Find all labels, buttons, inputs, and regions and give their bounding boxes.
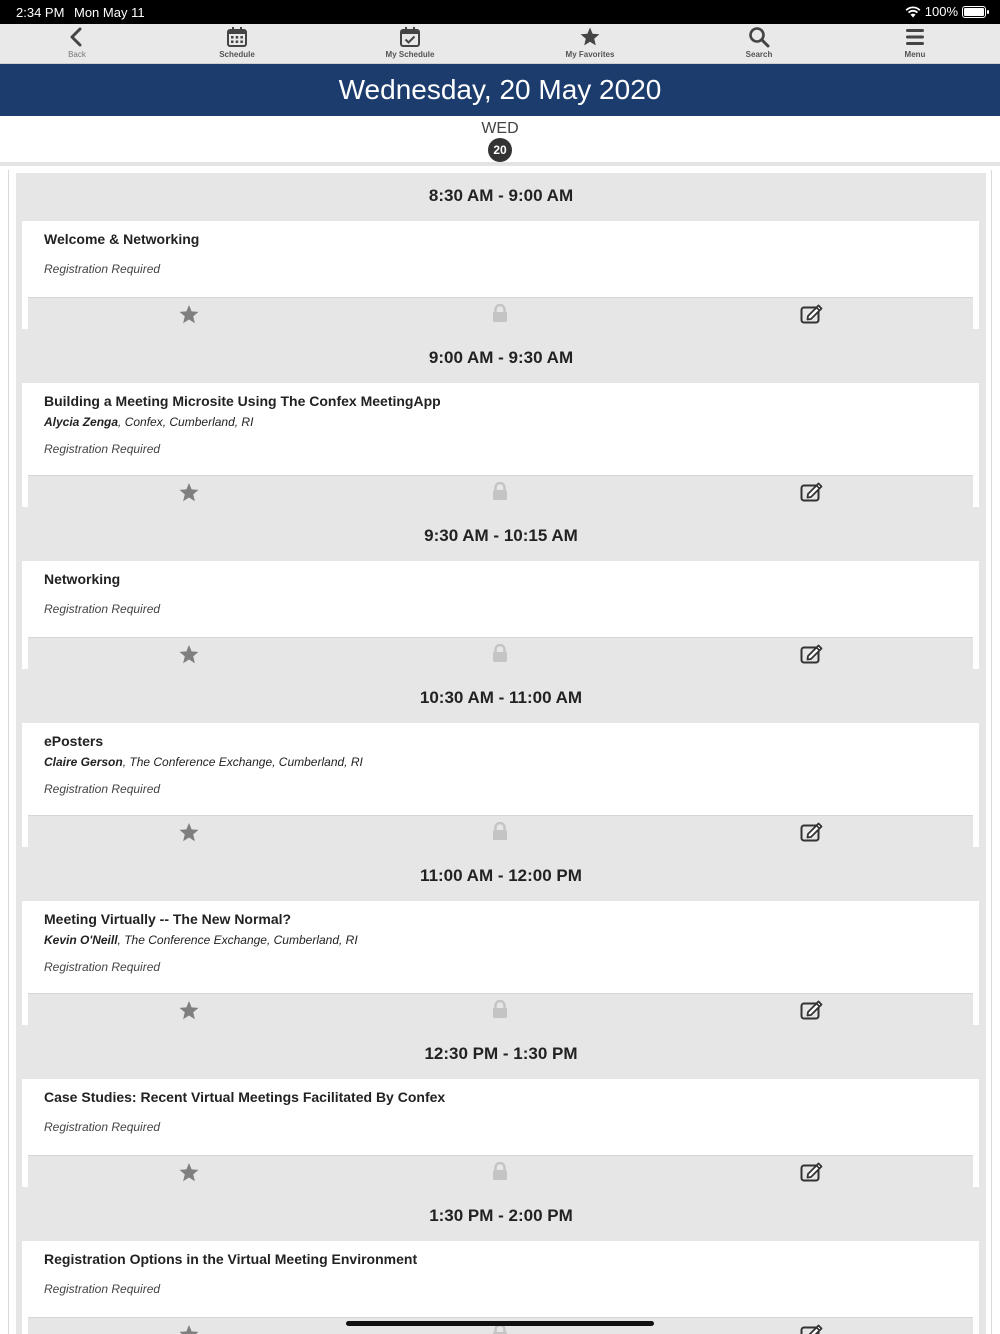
session-title[interactable]: Case Studies: Recent Virtual Meetings Facilitated By Confex xyxy=(44,1089,446,1105)
session-actions xyxy=(28,637,973,669)
favorite-star-icon[interactable] xyxy=(178,482,200,503)
speaker-name: Claire Gerson xyxy=(44,755,123,769)
session-actions xyxy=(28,297,973,329)
session-speaker xyxy=(28,755,973,777)
session-actions xyxy=(28,993,973,1025)
session-actions xyxy=(28,1155,973,1187)
lock-icon xyxy=(492,644,508,663)
registration-note: Registration Required xyxy=(44,782,161,796)
session-card[interactable] xyxy=(22,1079,979,1187)
time-slot-header: 9:00 AM - 9:30 AM xyxy=(428,348,574,367)
favorite-star-icon[interactable] xyxy=(178,1162,200,1183)
speaker-name: Kevin O'Neill xyxy=(44,933,118,947)
speaker-name: Alycia Zenga xyxy=(44,415,119,429)
edit-note-icon[interactable] xyxy=(800,1324,824,1334)
favorite-star-icon[interactable] xyxy=(178,822,200,843)
edit-note-icon[interactable] xyxy=(800,304,824,325)
battery-percent: 100% xyxy=(924,4,958,19)
speaker-affiliation: , The Conference Exchange, Cumberland, RI xyxy=(122,755,363,769)
session-title[interactable]: Welcome & Networking xyxy=(44,231,200,247)
schedule-button[interactable] xyxy=(192,24,282,64)
day-selector xyxy=(0,116,1000,166)
speaker-affiliation: , The Conference Exchange, Cumberland, RI xyxy=(117,933,358,947)
back-label: Back xyxy=(68,50,86,59)
favorite-star-icon[interactable] xyxy=(178,644,200,665)
status-date: Mon May 11 xyxy=(74,5,145,20)
session-card[interactable] xyxy=(22,383,979,507)
status-bar xyxy=(0,0,1000,24)
session-actions xyxy=(28,475,973,507)
search-button[interactable] xyxy=(714,24,804,64)
favorite-star-icon[interactable] xyxy=(178,304,200,325)
session-actions xyxy=(28,815,973,847)
time-slot-header: 1:30 PM - 2:00 PM xyxy=(429,1206,573,1225)
star-icon xyxy=(579,26,601,48)
lock-icon xyxy=(492,1000,508,1019)
search-label: Search xyxy=(745,50,773,59)
session-list-frame xyxy=(8,170,992,1334)
wifi-icon xyxy=(905,6,921,18)
lock-icon xyxy=(492,304,508,323)
my-favorites-button[interactable] xyxy=(545,24,635,64)
edit-note-icon[interactable] xyxy=(800,1162,824,1183)
session-title[interactable]: Networking xyxy=(44,571,121,587)
schedule-label: Schedule xyxy=(219,50,255,59)
registration-note: Registration Required xyxy=(44,602,161,616)
edit-note-icon[interactable] xyxy=(800,644,824,665)
menu-label: Menu xyxy=(904,50,926,59)
registration-note: Registration Required xyxy=(44,1120,161,1134)
status-time: 2:34 PM xyxy=(16,5,65,20)
session-card[interactable] xyxy=(22,561,979,669)
calendar-icon xyxy=(226,26,248,48)
lock-icon xyxy=(492,482,508,501)
session-card[interactable] xyxy=(22,901,979,1025)
battery-icon xyxy=(962,6,986,18)
time-slot-header: 12:30 PM - 1:30 PM xyxy=(424,1044,578,1063)
session-card[interactable] xyxy=(22,723,979,847)
time-slot-header: 9:30 AM - 10:15 AM xyxy=(424,526,578,545)
page-title: Wednesday, 20 May 2020 xyxy=(0,64,1000,116)
toolbar xyxy=(0,24,1000,64)
registration-note: Registration Required xyxy=(44,442,161,456)
lock-icon xyxy=(492,822,508,841)
favorite-star-icon[interactable] xyxy=(178,1000,200,1021)
back-button[interactable] xyxy=(32,24,122,64)
session-card[interactable] xyxy=(22,221,979,329)
home-indicator xyxy=(346,1321,654,1326)
registration-note: Registration Required xyxy=(44,960,161,974)
calendar-check-icon xyxy=(399,26,421,48)
my-schedule-button[interactable] xyxy=(365,24,455,64)
time-slot-header: 11:00 AM - 12:00 PM xyxy=(420,866,582,885)
session-list[interactable] xyxy=(16,173,986,1334)
session-title[interactable]: ePosters xyxy=(44,733,104,749)
time-slot-header: 10:30 AM - 11:00 AM xyxy=(419,688,583,707)
time-slot-header: 8:30 AM - 9:00 AM xyxy=(428,186,574,205)
chevron-left-icon xyxy=(66,26,88,48)
session-title[interactable]: Registration Options in the Virtual Meeting Environment xyxy=(44,1251,418,1267)
status-right xyxy=(905,4,986,19)
lock-icon xyxy=(492,1162,508,1181)
registration-note: Registration Required xyxy=(44,262,161,276)
my-favorites-label: My Favorites xyxy=(565,50,615,59)
edit-note-icon[interactable] xyxy=(800,482,824,503)
day-of-week[interactable]: WED xyxy=(481,120,519,137)
search-icon xyxy=(748,26,770,48)
session-title[interactable]: Building a Meeting Microsite Using The Confex MeetingApp xyxy=(44,393,441,409)
session-speaker xyxy=(28,933,973,955)
edit-note-icon[interactable] xyxy=(800,822,824,843)
favorite-star-icon[interactable] xyxy=(178,1324,200,1334)
registration-note: Registration Required xyxy=(44,1282,161,1296)
session-speaker xyxy=(28,415,973,437)
my-schedule-label: My Schedule xyxy=(385,50,435,59)
speaker-affiliation: , Confex, Cumberland, RI xyxy=(118,415,254,429)
day-number-badge[interactable]: 20 xyxy=(488,138,512,162)
edit-note-icon[interactable] xyxy=(800,1000,824,1021)
session-title[interactable]: Meeting Virtually -- The New Normal? xyxy=(44,911,292,927)
menu-button[interactable] xyxy=(870,24,960,64)
hamburger-menu-icon xyxy=(904,26,926,48)
